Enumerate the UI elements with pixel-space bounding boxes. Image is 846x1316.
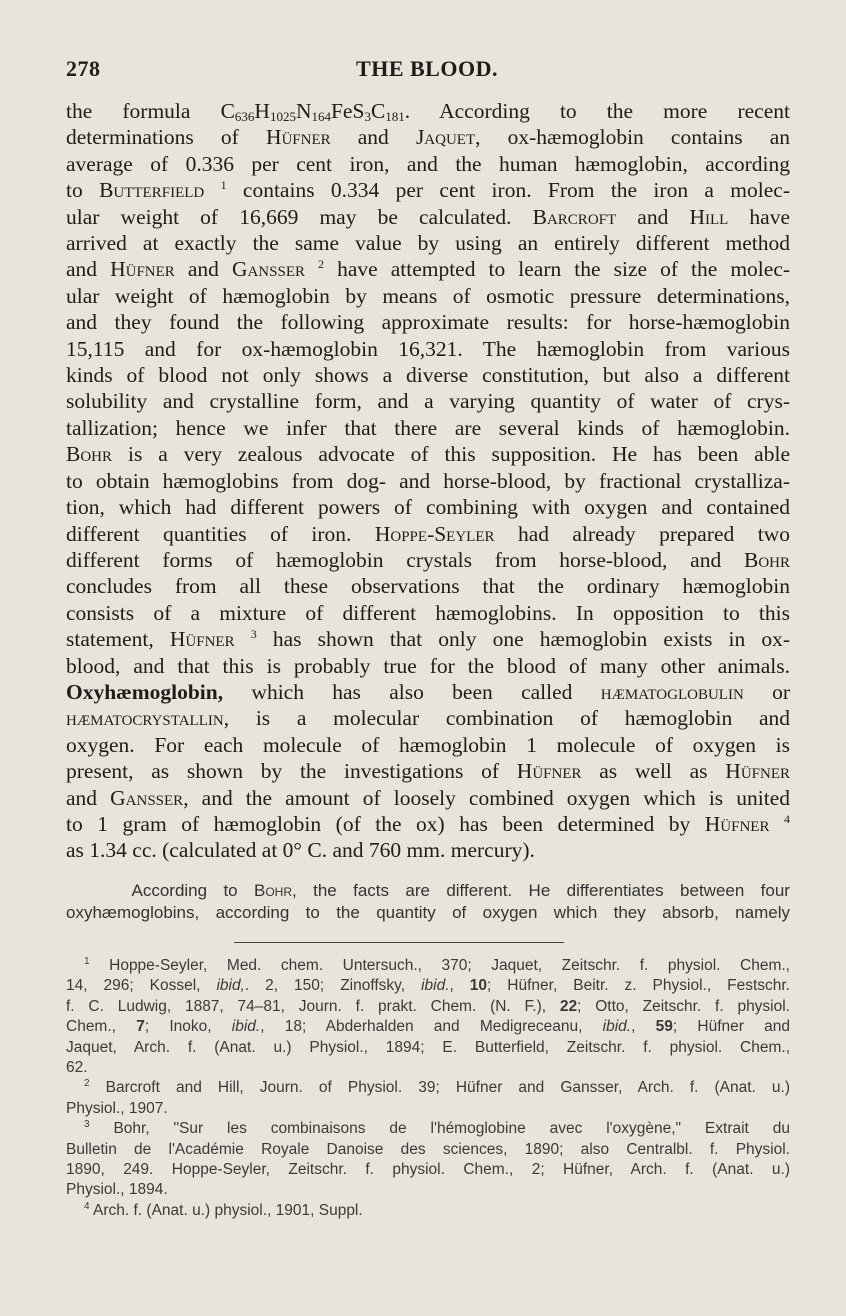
text-line: 15,115 and for ox-hæmoglobin 16,321. The hæmoglobin from various bbox=[66, 336, 790, 361]
text-line: statement, Hüfner $^3$ has shown that only one hæmoglobin exists in ox- bbox=[66, 627, 790, 652]
author-name: Hüfner bbox=[169, 627, 235, 652]
footnote-line: 62. bbox=[66, 1059, 88, 1077]
author-name: Jaquet bbox=[415, 125, 476, 150]
author-name: Hoppe-Seyler bbox=[374, 521, 495, 546]
author-name: Butterfield bbox=[99, 178, 205, 203]
text-line: concludes from all these observations that the ordinary hæmoglobin bbox=[66, 574, 790, 599]
text-line: the formula $C_{636}H_{1025}N_{164}FeS_3C_{181}$. According to the more recent bbox=[66, 99, 790, 124]
footnote-divider bbox=[234, 942, 564, 943]
page-number: 278 bbox=[66, 56, 101, 81]
author-name: Gansser bbox=[110, 785, 184, 810]
text-line: ular weight of hæmoglobin by means of osmotic pressure determinations, bbox=[66, 283, 790, 308]
footnotes bbox=[66, 956, 790, 1221]
author-name: Bohr bbox=[254, 881, 293, 900]
main-text bbox=[66, 98, 790, 864]
text-line: arrived at exactly the same value by using an entirely different method bbox=[66, 231, 790, 256]
footnote-line: f. C. Ludwig, 1887, 74–81, Journ. f. prakt. Chem. (N. F.), 22; Otto, Zeitschr. f. physiol. bbox=[66, 997, 790, 1015]
term-heading: Oxyhæmoglobin, bbox=[66, 679, 224, 704]
footnote-line: Jaquet, Arch. f. (Anat. u.) Physiol., 1894; E. Butterfield, Zeitschr. f. physiol. Chem., bbox=[66, 1038, 790, 1056]
text-line: blood, and that this is probably true for the blood of many other animals. bbox=[66, 653, 790, 678]
author-name: Bohr bbox=[743, 547, 790, 572]
text-line: solubility and crystalline form, and a varying quantity of water of crys- bbox=[66, 389, 790, 414]
footnote-line: $^4$ Arch. f. (Anat. u.) physiol., 1901, Suppl. bbox=[84, 1200, 363, 1219]
small-print-paragraph bbox=[66, 880, 790, 923]
text-line: average of 0.336 per cent iron, and the human hæmoglobin, according bbox=[66, 151, 790, 176]
text-line: and Gansser, and the amount of loosely combined oxygen which is united bbox=[66, 785, 790, 810]
text-line: to 1 gram of hæmoglobin (of the ox) has been determined by Hüfner $^4$ bbox=[66, 811, 790, 836]
footnote-ref: 3 bbox=[250, 627, 257, 642]
author-name: Hüfner bbox=[704, 811, 770, 836]
text-line: and Hüfner and Gansser $^2$ have attempted to learn the size of the molec- bbox=[66, 257, 791, 282]
text-line: determinations of Hüfner and Jaquet, ox-hæmoglobin contains an bbox=[66, 125, 790, 150]
text-line: and they found the following approximate results: for horse-hæmoglobin bbox=[66, 310, 790, 335]
text-line: different forms of hæmoglobin crystals from horse-blood, and Bohr bbox=[66, 547, 790, 572]
text-line: to obtain hæmoglobins from dog- and horse-blood, by fractional crystalliza- bbox=[66, 468, 790, 493]
chemical-formula: $C_{636}H_{1025}N_{164}FeS_3C_{181}$ bbox=[220, 99, 405, 124]
text-line: oxygen. For each molecule of hæmoglobin 1 molecule of oxygen is bbox=[66, 732, 790, 757]
footnote-ref: 4 bbox=[784, 811, 790, 826]
text-line: as 1.34 cc. (calculated at 0° C. and 760 mm. mercury). bbox=[66, 838, 535, 863]
footnote-line: $^3$ Bohr, "Sur les combinaisons de l'hémoglobine avec l'oxygène," Extrait du bbox=[84, 1119, 790, 1138]
running-head: THE BLOOD. bbox=[356, 56, 498, 81]
footnote-line: Bulletin de l'Académie Royale Danoise des sciences, 1890; also Centralbl. f. Physiol. bbox=[66, 1140, 790, 1158]
text-line: oxyhæmoglobins, according to the quantity of oxygen which they absorb, namely bbox=[66, 902, 790, 922]
footnote-line: Physiol., 1907. bbox=[66, 1099, 168, 1117]
text-line: tion, which had different powers of combining with oxygen and contained bbox=[66, 495, 790, 520]
footnote-line: 1890, 249. Hoppe-Seyler, Zeitschr. f. physiol. Chem., 2; Hüfner, Arch. f. (Anat. u.) bbox=[66, 1161, 790, 1179]
text-line: hæmatocrystallin, is a molecular combination of hæmoglobin and bbox=[66, 706, 790, 731]
author-name: Gansser bbox=[231, 257, 305, 282]
footnote-line: $^1$ Hoppe-Seyler, Med. chem. Untersuch., 370; Jaquet, Zeitschr. f. physiol. Chem., bbox=[84, 956, 790, 974]
footnote-ref: 1 bbox=[220, 178, 227, 193]
footnote-line: 14, 296; Kossel, ibid,. 2, 150; Zinoffsky, ibid., 10; Hüfner, Beitr. z. Physiol., Festschr. bbox=[66, 977, 790, 995]
author-name: Hüfner bbox=[725, 759, 790, 784]
text-line: present, as shown by the investigations of Hüfner as well as Hüfner bbox=[66, 759, 790, 784]
footnote-line: Chem., 7; Inoko, ibid., 18; Abderhalden and Medigreceanu, ibid., 59; Hüfner and bbox=[66, 1018, 790, 1036]
text-line: Oxyhæmoglobin, which has also been called hæmatoglobulin or bbox=[66, 679, 790, 704]
text-line: Bohr is a very zealous advocate of this supposition. He has been able bbox=[66, 442, 790, 467]
footnote-line: $^2$ Barcroft and Hill, Journ. of Physiol. 39; Hüfner and Gansser, Arch. f. (Anat. u.) bbox=[84, 1078, 790, 1097]
text-line: to Butterfield $^1$ contains 0.334 per cent iron. From the iron a molec- bbox=[66, 178, 790, 203]
term-synonym: hæmatoglobulin bbox=[600, 679, 744, 704]
author-name: Hüfner bbox=[516, 759, 582, 784]
author-name: Hill bbox=[689, 204, 729, 229]
text-line: tallization; hence we infer that there are several kinds of hæmoglobin. bbox=[66, 415, 790, 440]
page-header bbox=[66, 52, 788, 86]
text-line: consists of a mixture of different hæmoglobins. In opposition to this bbox=[66, 600, 790, 625]
term-synonym: hæmatocrystallin bbox=[66, 706, 224, 731]
text-line: different quantities of iron. Hoppe-Seyler had already prepared two bbox=[66, 521, 790, 546]
text-line: kinds of blood not only shows a diverse constitution, but also a different bbox=[66, 363, 790, 388]
author-name: Hüfner bbox=[110, 257, 175, 282]
text-line: According to Bohr, the facts are different. He differentiates between four bbox=[131, 881, 790, 900]
footnote-line: Physiol., 1894. bbox=[66, 1181, 168, 1199]
author-name: Bohr bbox=[66, 442, 113, 467]
footnote-ref: 2 bbox=[318, 257, 325, 272]
text-line: ular weight of 16,669 may be calculated. Barcroft and Hill have bbox=[66, 204, 790, 229]
author-name: Barcroft bbox=[532, 204, 617, 229]
author-name: Hüfner bbox=[265, 125, 331, 150]
